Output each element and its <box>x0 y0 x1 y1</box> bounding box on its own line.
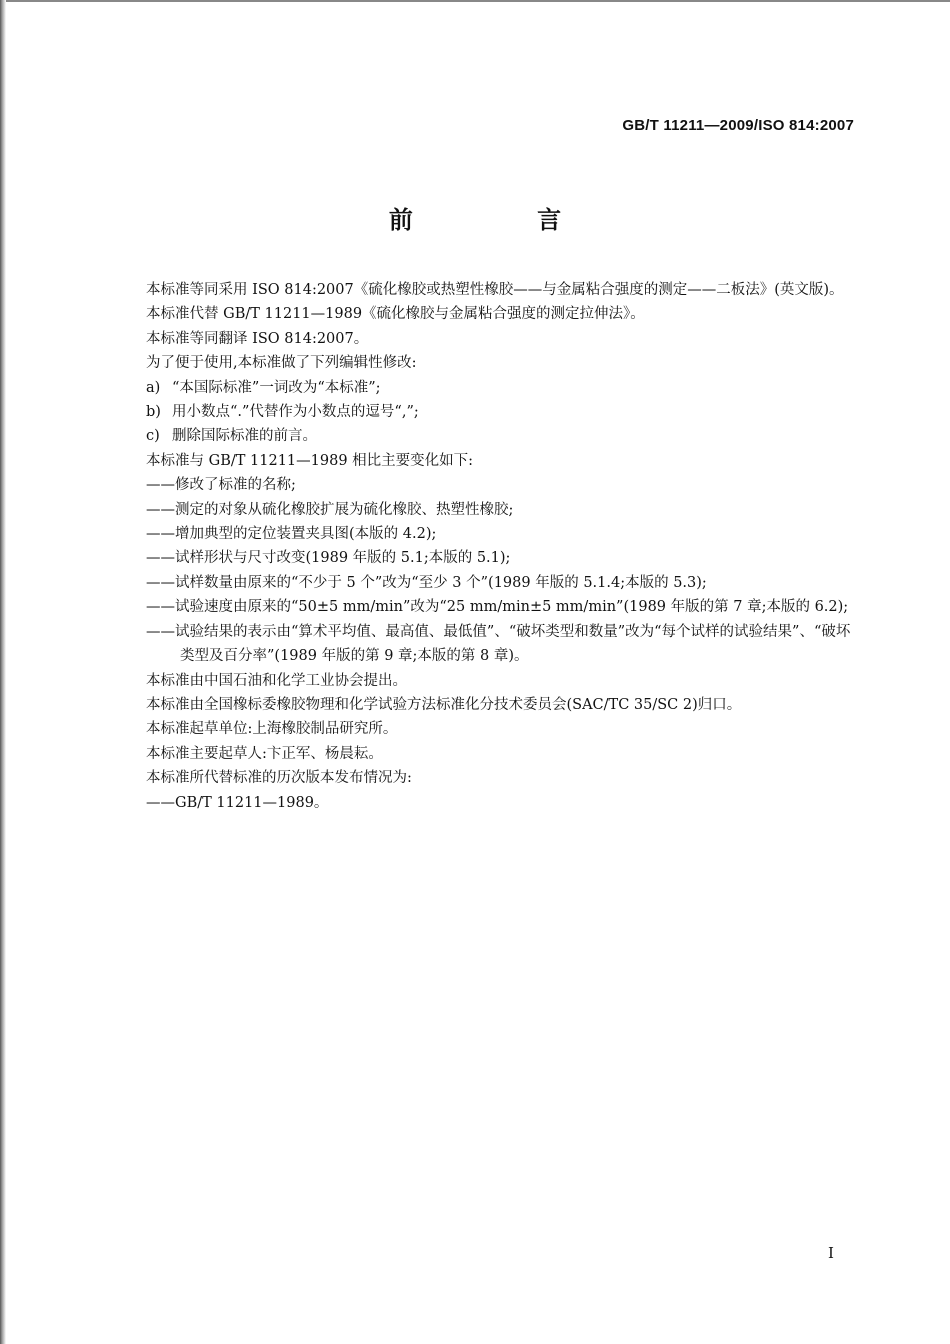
paragraph-committee: 本标准由全国橡标委橡胶物理和化学试验方法标准化分技术委员会(SAC/TC 35/SC 2)归口。 <box>146 696 742 713</box>
edit-item-text: “本国际标准”一词改为“本标准”; <box>172 379 381 396</box>
scan-top-edge <box>0 0 950 2</box>
edit-item <box>112 376 852 400</box>
foreword-body <box>112 278 852 815</box>
change-item: ——增加典型的定位装置夹具图(本版的 4.2); <box>146 526 437 543</box>
paragraph-adoption: 本标准等同采用 ISO 814:2007《硫化橡胶或热塑性橡胶——与金属粘合强度的测定——二板法》(英文版)。 <box>146 282 844 298</box>
edit-item <box>112 424 852 448</box>
edit-item-label: c) <box>146 428 160 445</box>
change-item: ——试样数量由原来的“不少于 5 个”改为“至少 3 个”(1989 年版的 5.1.4;本版的 5.3); <box>146 574 707 591</box>
edit-item-label: b) <box>146 404 161 421</box>
edit-item-text: 用小数点“.”代替作为小数点的逗号“,”; <box>172 404 419 421</box>
edit-item <box>112 400 852 424</box>
page-number: I <box>828 1244 834 1262</box>
change-item: ——测定的对象从硫化橡胶扩展为硫化橡胶、热塑性橡胶; <box>146 501 514 518</box>
paragraph-changes-intro: 本标准与 GB/T 11211—1989 相比主要变化如下: <box>146 452 474 469</box>
change-item: ——试验速度由原来的“50±5 mm/min”改为“25 mm/min±5 mm/min”(1989 年版的第 7 章;本版的 6.2); <box>146 599 849 616</box>
paragraph-drafters: 本标准主要起草人:卞正军、杨晨耘。 <box>146 745 383 762</box>
paragraph-drafting-unit: 本标准起草单位:上海橡胶制品研究所。 <box>146 721 398 738</box>
edit-item-label: a) <box>146 379 161 396</box>
paragraph-replaces: 本标准代替 GB/T 11211—1989《硫化橡胶与金属粘合强度的测定拉伸法》。 <box>146 306 645 323</box>
change-item: ——修改了标准的名称; <box>146 477 296 494</box>
page-title: 前 言 <box>388 206 620 234</box>
change-item: ——试验结果的表示由“算术平均值、最高值、最低值”、“破坏类型和数量”改为“每个试样的试验结果”、“破坏类型及百分率”(1989 年版的第 9 章;本版的第 8 章)。 <box>146 623 851 665</box>
history-item: ——GB/T 11211—1989。 <box>146 794 329 811</box>
paragraph-edits-intro: 为了便于使用,本标准做了下列编辑性修改: <box>146 355 417 372</box>
edit-item-text: 删除国际标准的前言。 <box>172 428 317 445</box>
standard-code-header: GB/T 11211—2009/ISO 814:2007 <box>622 117 854 134</box>
paragraph-translation: 本标准等同翻译 ISO 814:2007。 <box>146 330 369 347</box>
paragraph-proposer: 本标准由中国石油和化学工业协会提出。 <box>146 672 407 689</box>
change-item: ——试样形状与尺寸改变(1989 年版的 5.1;本版的 5.1); <box>146 550 511 567</box>
paragraph-history-intro: 本标准所代替标准的历次版本发布情况为: <box>146 770 412 787</box>
